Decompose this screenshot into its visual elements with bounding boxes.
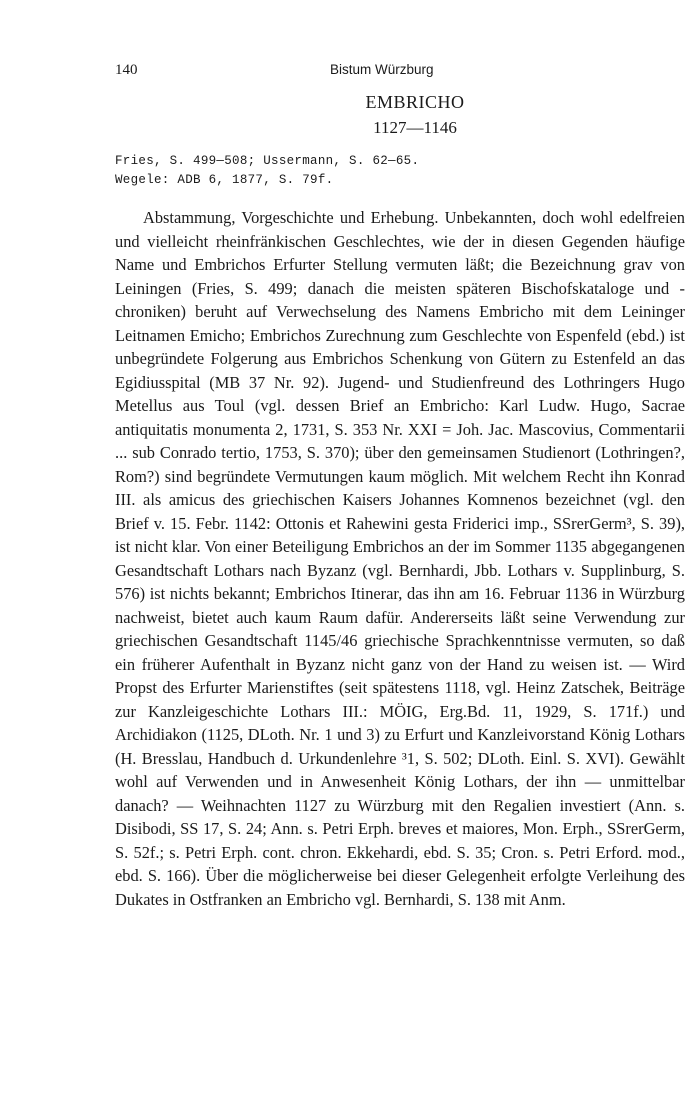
bishop-years: 1127—1146 (373, 118, 457, 137)
source-line-1: Fries, S. 499—508; Ussermann, S. 62—65. (115, 154, 420, 168)
body-paragraph-text: Abstammung, Vorgeschichte und Erhebung. Unbekannten, doch wohl edelfreien und vielleicht rheinfränkischen Geschlechtes, wie der in diesen Gegenden häufige Name und Embrichos Erfurter Stellung vermuten läßt; die Bezeichnung grav von Leiningen (Fries, S. 499; danach die meisten späteren Bischofskataloge und -chroniken) beruht auf Verwechselung des Namens Embricho mit dem Leininger Leitnamen Emicho; Embrichos Zurechnung zum Geschlechte von Espenfeld (ebd.) ist unbegründete Folgerung aus Embrichos Schenkung von Gütern zu Estenfeld an das Egidiusspital (MB 37 Nr. 92). Jugend- und Studienfreund des Lothringers Hugo Metellus aus Toul (vgl. dessen Brief an Embricho: Karl Ludw. Hugo, Sacrae antiquitatis monumenta 2, 1731, S. 353 Nr. XXI = Joh. Jac. Mascovius, Commentarii ... sub Conrado tertio, 1753, S. 370); über den gemeinsamen Studienort (Lothringen?, Rom?) sind begründete Vermutungen kaum möglich. Mit welchem Recht ihn Konrad III. als amicus des griechischen Kaisers Johannes Komnenos bezeichnet (vgl. den Brief v. 15. Febr. 1142: Ottonis et Rahewini gesta Friderici imp., SSrerGerm³, S. 39), ist nicht klar. Von einer Beteiligung Embrichos an der im Sommer 1135 abgegangenen Gesandtschaft Lothars nach Byzanz (vgl. Bernhardi, Jbb. Lothars v. Supplinburg, S. 576) ist nichts bekannt; Embrichos Itinerar, das ihn am 16. Februar 1136 in Würzburg nachweist, bietet auch kaum Raum dafür. Andererseits läßt seine Verwendung zur griechischen Gesandtschaft 1145/46 griechische Sprachkenntnisse vermuten, so daß ein früherer Aufenthalt in Byzanz nicht ganz von der Hand zu weisen ist. — Wird Propst des Erfurter Marienstiftes (seit spätestens 1118, vgl. Heinz Zatschek, Beiträge zur Kanzleigeschichte Lothars III.: MÖIG, Erg.Bd. 11, 1929, S. 171f.) und Archidiakon (1125, DLoth. Nr. 1 und 3) zu Erfurt und Kanzleivorstand König Lothars (H. Bresslau, Handbuch d. Urkundenlehre ³1, S. 502; DLoth. Einl. S. XVI). Gewählt wohl auf Verwenden und in Anwesenheit König Lothars, der ihn — unmittelbar danach? — Weihnachten 1127 zu Würzburg mit den Regalien investiert (Ann. s. Disibodi, SS 17, S. 24; Ann. s. Petri Erph. breves et maiores, Mon. Erph., SSrerGerm, S. 52f.; s. Petri Erph. cont. chron. Ekkehardi, ebd. S. 35; Cron. s. Petri Erford. mod., ebd. S. 166). Über die möglicherweise bei dieser Gelegenheit erfolgte Verleihung des Dukates in Ostfranken an Embricho vgl. Bernhardi, S. 138 mit Anm. (115, 208, 685, 909)
bishop-heading (145, 90, 685, 140)
page-number: 140 (115, 62, 138, 78)
source-line-2: Wegele: ADB 6, 1877, S. 79f. (115, 173, 334, 187)
book-page (115, 62, 685, 911)
running-head (115, 62, 685, 86)
body-paragraph (115, 206, 685, 911)
source-references (115, 152, 685, 190)
bishop-name: EMBRICHO (365, 92, 465, 112)
running-title: Bistum Würzburg (330, 62, 434, 77)
